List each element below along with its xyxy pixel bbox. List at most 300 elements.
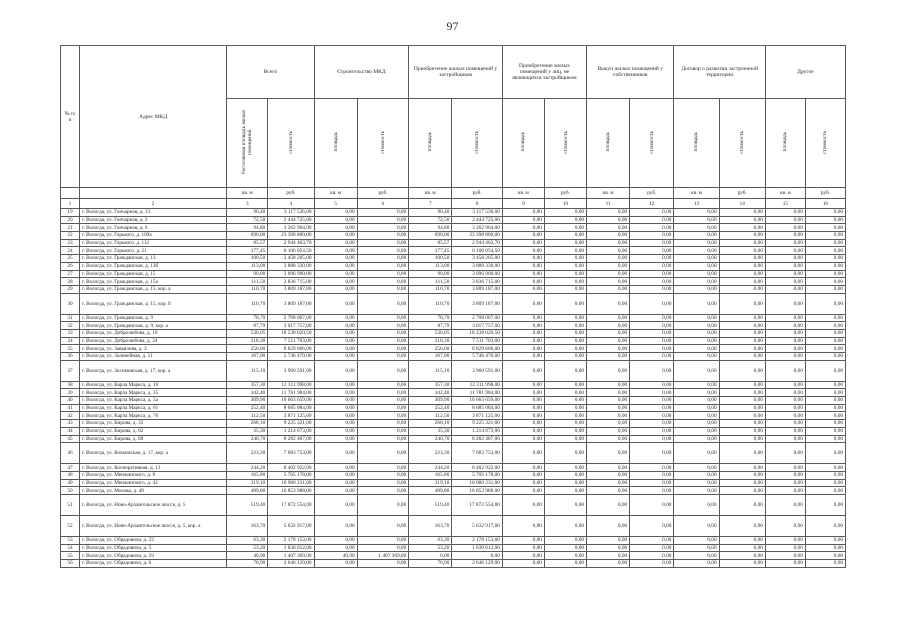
other-area-cell: 0,00	[765, 515, 805, 536]
address-cell: г. Вологда, ул. Завьялова, д. 3	[79, 345, 226, 353]
col-number: 12	[630, 199, 674, 209]
total-area-cell: 53,20	[227, 544, 268, 552]
territory-area-cell: 0,00	[674, 322, 719, 330]
total-area-cell: 110,70	[227, 285, 268, 293]
non-developer-area-cell: 0,00	[502, 544, 544, 552]
other-cost-cell: 0,00	[805, 479, 845, 487]
table-row	[61, 515, 846, 536]
buyout-area-cell: 0,00	[587, 487, 630, 495]
address-cell: г. Вологда, ул. Гражданская, д. 15а	[79, 278, 226, 286]
buyout-area-cell: 0,00	[587, 412, 630, 420]
buyout-area-cell: 0,00	[587, 560, 630, 568]
row-number-cell: 40	[61, 397, 80, 405]
non-developer-area-cell: 0,00	[502, 412, 544, 420]
territory-cost-cell: 0,00	[719, 322, 765, 330]
construction-area-cell: 0,00	[314, 494, 357, 515]
total-area-cell: 111,50	[227, 278, 268, 286]
territory-cost-cell: 0,00	[719, 360, 765, 381]
buyout-cost-cell: 0,00	[630, 270, 674, 278]
address-cell: г. Вологда, ул. Добролюбова, д. 10	[79, 329, 226, 337]
total-cost-cell: 3 017 757,00	[268, 322, 314, 330]
other-cost-cell: 0,00	[805, 560, 845, 568]
construction-cost-cell: 0,00	[357, 389, 409, 397]
construction-area-cell: 40,90	[314, 552, 357, 560]
address-cell: г. Вологда, ул. Кирова, д. 82	[79, 427, 226, 435]
non-developer-area-cell: 0,00	[502, 285, 544, 293]
total-cost-cell: 3 262 964,00	[268, 224, 314, 232]
non-developer-cost-cell: 0,00	[544, 216, 586, 224]
non-developer-cost-cell: 0,00	[544, 412, 586, 420]
territory-cost-cell: 0,00	[719, 337, 765, 345]
table-row	[61, 224, 846, 232]
table-row	[61, 560, 846, 568]
construction-cost-cell: 0,00	[357, 345, 409, 353]
developer-area-cell: 256,60	[409, 345, 452, 353]
non-developer-area-cell: 0,00	[502, 435, 544, 443]
other-cost-cell: 0,00	[805, 345, 845, 353]
construction-cost-cell: 0,00	[357, 329, 409, 337]
territory-cost-cell: 0,00	[719, 544, 765, 552]
buyout-cost-cell: 0,00	[630, 427, 674, 435]
territory-area-cell: 0,00	[674, 224, 719, 232]
buyout-area-cell: 0,00	[587, 314, 630, 322]
total-cost-cell: 7 683 753,00	[268, 443, 314, 464]
row-number-cell: 38	[61, 381, 80, 389]
territory-cost-cell: 0,00	[719, 389, 765, 397]
row-number-cell: 48	[61, 471, 80, 479]
buyout-cost-cell: 0,00	[630, 464, 674, 472]
row-number-cell: 56	[61, 560, 80, 568]
unit-cell: кв. м	[674, 188, 719, 199]
total-area-cell: 319,10	[227, 479, 268, 487]
construction-cost-cell: 0,00	[357, 232, 409, 240]
non-developer-cost-cell: 0,00	[544, 487, 586, 495]
total-cost-cell: 3 117 536,00	[268, 209, 314, 217]
non-developer-area-cell: 0,00	[502, 329, 544, 337]
address-cell: г. Вологда, ул. Гражданская, д. 13б	[79, 262, 226, 270]
territory-area-cell: 0,00	[674, 216, 719, 224]
developer-area-cell: 223,30	[409, 443, 452, 464]
developer-cost-cell: 7 511 703,00	[452, 337, 503, 345]
total-area-cell: 240,70	[227, 435, 268, 443]
developer-area-cell: 177,45	[409, 247, 452, 255]
non-developer-area-cell: 0,00	[502, 247, 544, 255]
developer-cost-cell: 3 017 757,00	[452, 322, 503, 330]
other-area-cell: 0,00	[765, 435, 805, 443]
territory-area-cell: 0,00	[674, 404, 719, 412]
col-number: 6	[357, 199, 409, 209]
non-developer-cost-cell: 0,00	[544, 427, 586, 435]
total-area-cell: 357,30	[227, 381, 268, 389]
territory-area-cell: 0,00	[674, 471, 719, 479]
total-area-cell: 268,10	[227, 420, 268, 428]
construction-cost-cell: 0,00	[357, 293, 409, 314]
construction-cost-cell: 0,00	[357, 487, 409, 495]
other-cost-cell: 0,00	[805, 381, 845, 389]
construction-cost-cell: 0,00	[357, 479, 409, 487]
row-number-cell: 24	[61, 247, 80, 255]
row-number-cell: 53	[61, 536, 80, 544]
other-cost-cell: 0,00	[805, 427, 845, 435]
construction-cost-cell: 0,00	[357, 427, 409, 435]
non-developer-area-cell: 0,00	[502, 494, 544, 515]
other-cost-cell: 0,00	[805, 262, 845, 270]
non-developer-area-cell: 0,00	[502, 560, 544, 568]
other-area-cell: 0,00	[765, 216, 805, 224]
buyout-area-cell: 0,00	[587, 427, 630, 435]
total-cost-cell: 1 407 369,00	[268, 552, 314, 560]
territory-area-cell: 0,00	[674, 337, 719, 345]
other-area-cell: 0,00	[765, 412, 805, 420]
non-developer-area-cell: 0,00	[502, 232, 544, 240]
other-cost-cell: 0,00	[805, 209, 845, 217]
buyout-area-cell: 0,00	[587, 397, 630, 405]
construction-cost-cell: 0,00	[357, 285, 409, 293]
non-developer-area-cell: 0,00	[502, 381, 544, 389]
table-row	[61, 255, 846, 263]
developer-cost-cell: 3 809 187,00	[452, 285, 503, 293]
developer-cost-cell: 2 444 725,00	[452, 216, 503, 224]
buyout-area-cell: 0,00	[587, 209, 630, 217]
territory-area-cell: 0,00	[674, 278, 719, 286]
buyout-area-cell: 0,00	[587, 216, 630, 224]
construction-area-cell: 0,00	[314, 209, 357, 217]
buyout-cost-cell: 0,00	[630, 293, 674, 314]
table-row	[61, 209, 846, 217]
row-number-cell: 31	[61, 314, 80, 322]
developer-cost-cell: 3 871 125,00	[452, 412, 503, 420]
address-cell: г. Вологда, ул. Обрадовича, д. 59	[79, 552, 226, 560]
developer-cost-cell: 3 960 591,00	[452, 360, 503, 381]
developer-cost-cell: 10 663 659,00	[452, 397, 503, 405]
buyout-area-cell: 0,00	[587, 285, 630, 293]
developer-area-cell: 113,00	[409, 262, 452, 270]
buyout-cost-cell: 0,00	[630, 404, 674, 412]
address-cell: г. Вологда, ул. Кочкомская, д. 17, кор. а	[79, 443, 226, 464]
col-number: 11	[587, 199, 630, 209]
construction-area-cell: 0,00	[314, 329, 357, 337]
total-area-cell: 218,30	[227, 337, 268, 345]
construction-area-cell: 0,00	[314, 314, 357, 322]
table-row	[61, 420, 846, 428]
non-developer-area-cell: 0,00	[502, 239, 544, 247]
developer-area-cell: 690,00	[409, 232, 452, 240]
address-cell: г. Вологда, ул. Кооперативная, д. 13	[79, 464, 226, 472]
row-number-cell: 20	[61, 216, 80, 224]
table-row	[61, 435, 846, 443]
developer-cost-cell: 12 311 998,00	[452, 381, 503, 389]
construction-cost-cell: 0,00	[357, 216, 409, 224]
construction-area-cell: 0,00	[314, 337, 357, 345]
construction-cost-cell: 0,00	[357, 239, 409, 247]
row-number-cell: 37	[61, 360, 80, 381]
territory-area-cell: 0,00	[674, 412, 719, 420]
unit-cell: кв. м	[765, 188, 805, 199]
address-cell: г. Вологда, ул. Кирова, д. 88	[79, 435, 226, 443]
non-developer-cost-cell: 0,00	[544, 515, 586, 536]
total-area-cell: 530,05	[227, 329, 268, 337]
page-number: 97	[446, 19, 459, 33]
developer-cost-cell: 23 398 800,00	[452, 232, 503, 240]
total-cost-cell: 12 311 998,00	[268, 381, 314, 389]
group-header-developers: Приобретение жилых помещений у застройщиков	[409, 46, 503, 99]
developer-area-cell: 240,70	[409, 435, 452, 443]
total-area-cell: 90,00	[227, 270, 268, 278]
subheader-cost: стоимость	[452, 99, 503, 188]
territory-cost-cell: 0,00	[719, 494, 765, 515]
row-number-cell: 39	[61, 389, 80, 397]
other-area-cell: 0,00	[765, 278, 805, 286]
developer-area-cell: 163,70	[409, 515, 452, 536]
developer-cost-cell: 8 402 922,00	[452, 464, 503, 472]
construction-cost-cell: 0,00	[357, 536, 409, 544]
construction-area-cell: 0,00	[314, 479, 357, 487]
construction-cost-cell: 0,00	[357, 270, 409, 278]
buyout-area-cell: 0,00	[587, 389, 630, 397]
buyout-cost-cell: 0,00	[630, 515, 674, 536]
developer-cost-cell: 16 853 988,00	[452, 487, 503, 495]
row-number-cell: 46	[61, 443, 80, 464]
table-row	[61, 314, 846, 322]
other-area-cell: 0,00	[765, 389, 805, 397]
row-number-cell: 25	[61, 255, 80, 263]
construction-area-cell: 0,00	[314, 247, 357, 255]
buyout-cost-cell: 0,00	[630, 397, 674, 405]
developer-cost-cell: 3 458 205,00	[452, 255, 503, 263]
row-number-cell: 50	[61, 487, 80, 495]
total-area-cell: 113,00	[227, 262, 268, 270]
buyout-cost-cell: 0,00	[630, 247, 674, 255]
non-developer-area-cell: 0,00	[502, 427, 544, 435]
developer-area-cell: 115,10	[409, 360, 452, 381]
other-area-cell: 0,00	[765, 353, 805, 361]
total-cost-cell: 9 225 321,00	[268, 420, 314, 428]
developer-area-cell: 53,20	[409, 544, 452, 552]
other-area-cell: 0,00	[765, 487, 805, 495]
table-row	[61, 487, 846, 495]
construction-area-cell: 0,00	[314, 404, 357, 412]
total-area-cell: 40,90	[227, 552, 268, 560]
territory-cost-cell: 0,00	[719, 464, 765, 472]
total-area-cell: 63,30	[227, 536, 268, 544]
total-cost-cell: 3 888 330,00	[268, 262, 314, 270]
other-area-cell: 0,00	[765, 420, 805, 428]
col-number: 16	[805, 199, 845, 209]
subheader-area: площадь	[502, 99, 544, 188]
non-developer-cost-cell: 0,00	[544, 494, 586, 515]
non-developer-cost-cell: 0,00	[544, 247, 586, 255]
non-developer-cost-cell: 0,00	[544, 435, 586, 443]
territory-area-cell: 0,00	[674, 353, 719, 361]
table-row	[61, 337, 846, 345]
buyout-area-cell: 0,00	[587, 471, 630, 479]
developer-area-cell: 110,70	[409, 293, 452, 314]
territory-cost-cell: 0,00	[719, 247, 765, 255]
non-developer-area-cell: 0,00	[502, 389, 544, 397]
other-area-cell: 0,00	[765, 381, 805, 389]
buyout-cost-cell: 0,00	[630, 255, 674, 263]
group-header-construction: Строительство МКД	[314, 46, 409, 99]
unit-cell: руб.	[268, 188, 314, 199]
territory-area-cell: 0,00	[674, 329, 719, 337]
other-area-cell: 0,00	[765, 427, 805, 435]
developer-area-cell: 309,90	[409, 397, 452, 405]
construction-cost-cell: 0,00	[357, 397, 409, 405]
construction-area-cell: 0,00	[314, 397, 357, 405]
non-developer-cost-cell: 0,00	[544, 552, 586, 560]
non-developer-cost-cell: 0,00	[544, 285, 586, 293]
unit-cell: кв. м	[314, 188, 357, 199]
total-area-cell: 94,80	[227, 224, 268, 232]
address-cell: г. Вологда, ул. Карла Маркса, д. 35	[79, 389, 226, 397]
resettlement-table-container	[60, 45, 846, 568]
construction-cost-cell: 0,00	[357, 262, 409, 270]
non-developer-area-cell: 0,00	[502, 209, 544, 217]
col-number: 9	[502, 199, 544, 209]
buyout-area-cell: 0,00	[587, 544, 630, 552]
row-number-cell: 55	[61, 552, 80, 560]
non-developer-cost-cell: 0,00	[544, 270, 586, 278]
address-cell: г. Вологда, ул. Гражданская, д. 15	[79, 270, 226, 278]
construction-cost-cell: 0,00	[357, 435, 409, 443]
construction-area-cell: 0,00	[314, 389, 357, 397]
developer-area-cell: 319,10	[409, 479, 452, 487]
buyout-area-cell: 0,00	[587, 255, 630, 263]
subheader-cost: стоимость	[630, 99, 674, 188]
row-number-cell: 28	[61, 278, 80, 286]
other-area-cell: 0,00	[765, 255, 805, 263]
non-developer-cost-cell: 0,00	[544, 353, 586, 361]
developer-area-cell: 165,80	[409, 471, 452, 479]
total-area-cell: 76,90	[227, 560, 268, 568]
territory-area-cell: 0,00	[674, 209, 719, 217]
construction-cost-cell: 0,00	[357, 560, 409, 568]
other-cost-cell: 0,00	[805, 412, 845, 420]
developer-area-cell: 110,70	[409, 285, 452, 293]
subheader-area: площадь	[674, 99, 719, 188]
buyout-area-cell: 0,00	[587, 494, 630, 515]
address-cell: г. Вологда, ул. Горького, д. 109а	[79, 232, 226, 240]
total-cost-cell: 7 511 703,00	[268, 337, 314, 345]
construction-area-cell: 0,00	[314, 224, 357, 232]
developer-area-cell: 530,05	[409, 329, 452, 337]
other-cost-cell: 0,00	[805, 464, 845, 472]
total-area-cell: 112,50	[227, 412, 268, 420]
territory-cost-cell: 0,00	[719, 329, 765, 337]
territory-area-cell: 0,00	[674, 487, 719, 495]
row-number-cell: 41	[61, 404, 80, 412]
buyout-cost-cell: 0,00	[630, 278, 674, 286]
other-cost-cell: 0,00	[805, 232, 845, 240]
territory-cost-cell: 0,00	[719, 270, 765, 278]
table-row	[61, 544, 846, 552]
construction-area-cell: 0,00	[314, 232, 357, 240]
developer-area-cell: 357,30	[409, 381, 452, 389]
subheader-cost: стоимость	[719, 99, 765, 188]
other-cost-cell: 0,00	[805, 255, 845, 263]
other-area-cell: 0,00	[765, 239, 805, 247]
address-cell: г. Вологда, ул. Гражданская, д. 13	[79, 255, 226, 263]
subheader-area: площадь	[409, 99, 452, 188]
other-area-cell: 0,00	[765, 262, 805, 270]
row-number-cell: 47	[61, 464, 80, 472]
buyout-area-cell: 0,00	[587, 239, 630, 247]
total-cost-cell: 2 708 067,00	[268, 314, 314, 322]
non-developer-area-cell: 0,00	[502, 471, 544, 479]
territory-area-cell: 0,00	[674, 435, 719, 443]
table-row	[61, 262, 846, 270]
address-cell: г. Вологда, ул. Ново-Архангельское шоссе, д. 5, кор. а	[79, 515, 226, 536]
table-row	[61, 536, 846, 544]
total-area-cell: 177,45	[227, 247, 268, 255]
buyout-area-cell: 0,00	[587, 464, 630, 472]
col-number: 4	[268, 199, 314, 209]
address-cell: г. Вологда, ул. Гражданская, д. 9, кор. а	[79, 322, 226, 330]
other-area-cell: 0,00	[765, 360, 805, 381]
developer-cost-cell: 17 872 554,00	[452, 494, 503, 515]
other-cost-cell: 0,00	[805, 397, 845, 405]
total-cost-cell: 3 096 900,00	[268, 270, 314, 278]
developer-area-cell: 94,80	[409, 224, 452, 232]
construction-cost-cell: 0,00	[357, 443, 409, 464]
developer-cost-cell: 5 705 178,00	[452, 471, 503, 479]
developer-cost-cell: 0,00	[452, 552, 503, 560]
developer-cost-cell: 2 178 153,00	[452, 536, 503, 544]
col-number: 15	[765, 199, 805, 209]
developer-cost-cell: 1 830 612,00	[452, 544, 503, 552]
other-cost-cell: 0,00	[805, 420, 845, 428]
row-number-cell: 36	[61, 353, 80, 361]
non-developer-area-cell: 0,00	[502, 270, 544, 278]
construction-area-cell: 0,00	[314, 420, 357, 428]
territory-cost-cell: 0,00	[719, 381, 765, 389]
total-area-cell: 256,60	[227, 345, 268, 353]
non-developer-cost-cell: 0,00	[544, 314, 586, 322]
non-developer-cost-cell: 0,00	[544, 544, 586, 552]
total-area-cell: 115,10	[227, 360, 268, 381]
row-number-cell: 49	[61, 479, 80, 487]
other-cost-cell: 0,00	[805, 552, 845, 560]
construction-area-cell: 0,00	[314, 360, 357, 381]
col-number: 5	[314, 199, 357, 209]
non-developer-area-cell: 0,00	[502, 479, 544, 487]
total-area-cell: 163,70	[227, 515, 268, 536]
address-cell: г. Вологда, ул. Карла Маркса, д. 16	[79, 381, 226, 389]
construction-cost-cell: 0,00	[357, 471, 409, 479]
other-cost-cell: 0,00	[805, 443, 845, 464]
group-header-other: Другое	[765, 46, 845, 99]
table-row	[61, 397, 846, 405]
developer-area-cell: 519,40	[409, 494, 452, 515]
developer-cost-cell: 3 117 536,00	[452, 209, 503, 217]
table-row	[61, 232, 846, 240]
buyout-cost-cell: 0,00	[630, 232, 674, 240]
construction-cost-cell: 0,00	[357, 515, 409, 536]
other-cost-cell: 0,00	[805, 515, 845, 536]
non-developer-cost-cell: 0,00	[544, 262, 586, 270]
construction-area-cell: 0,00	[314, 285, 357, 293]
non-developer-area-cell: 0,00	[502, 255, 544, 263]
row-number-cell: 35	[61, 345, 80, 353]
developer-cost-cell: 10 980 231,00	[452, 479, 503, 487]
other-cost-cell: 0,00	[805, 389, 845, 397]
construction-area-cell: 0,00	[314, 322, 357, 330]
total-area-cell: 165,80	[227, 471, 268, 479]
total-cost-cell: 2 944 463,70	[268, 239, 314, 247]
construction-cost-cell: 0,00	[357, 337, 409, 345]
address-cell: г. Вологда, ул. Гражданская, д. 15, кор. б	[79, 293, 226, 314]
row-number-cell: 54	[61, 544, 80, 552]
